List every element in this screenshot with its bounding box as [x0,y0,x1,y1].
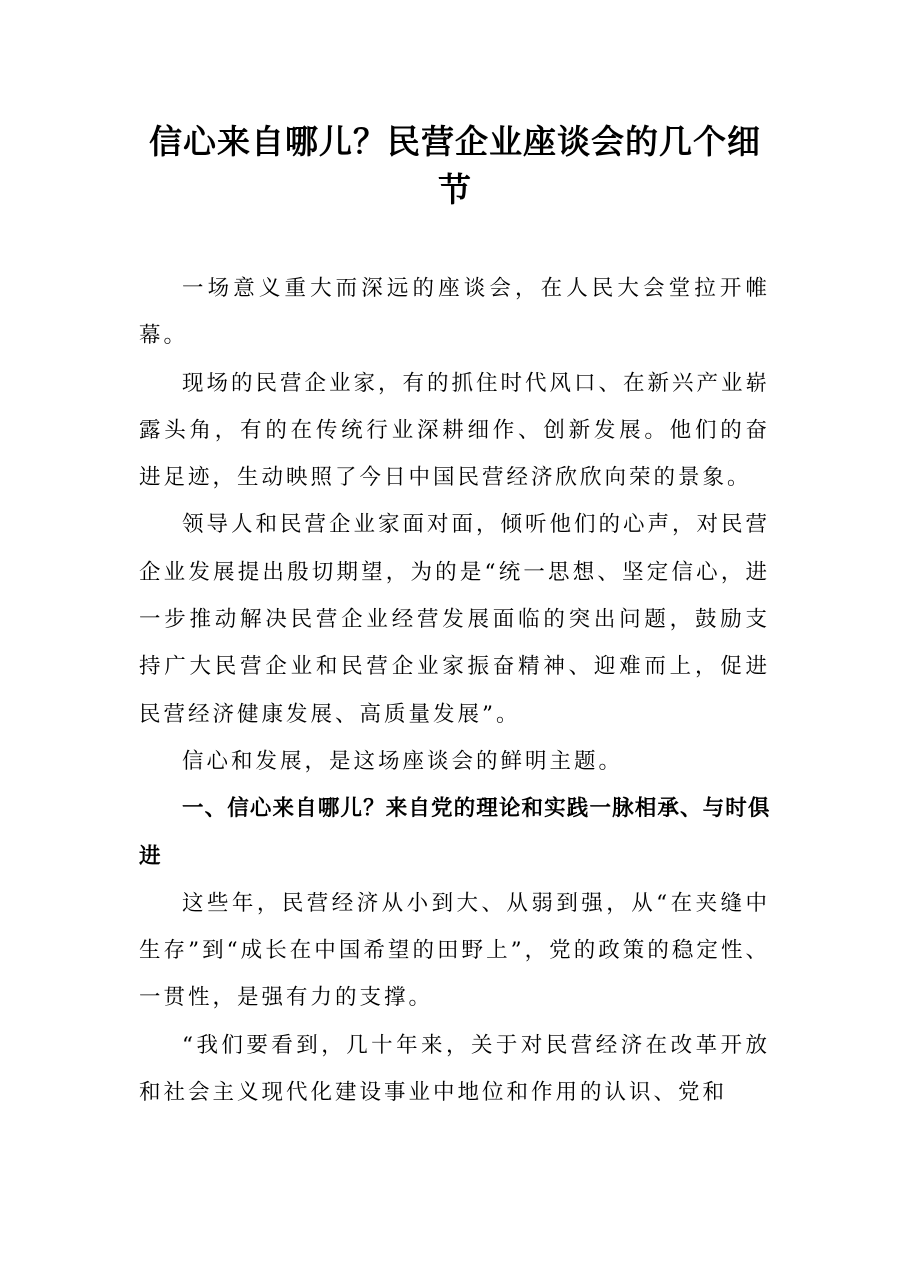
paragraph-3: 领导人和民营企业家面对面，倾听他们的心声，对民营企业发展提出殷切期望，为的是“统一思想、坚定信心，进一步推动解决民营企业经营发展面临的突出问题，鼓励支持广大民营企业和民营企业家振奋精神、迎难而上，促进民营经济健康发展、高质量发展”。 [139,512,771,727]
document-title: 信心来自哪儿？民营企业座谈会的几个细节 [149,122,761,209]
document-body [139,265,770,1116]
paragraph-4: 信心和发展，是这场座谈会的鲜明主题。 [182,748,624,774]
section-heading: 一、信心来自哪儿？来自党的理论和实践一脉相承、与时俱进 [139,796,770,869]
paragraph-1: 一场意义重大而深远的座谈会，在人民大会堂拉开帷幕。 [139,276,770,349]
paragraph-6: “我们要看到，几十年来，关于对民营经济在改革开放和社会主义现代化建设事业中地位和作用的认识、党和 [139,1032,770,1106]
paragraph-2: 现场的民营企业家，有的抓住时代风口、在新兴产业崭露头角，有的在传统行业深耕细作、创新发展。他们的奋进足迹，生动映照了今日中国民营经济欣欣向荣的景象。 [139,370,771,491]
paragraph-5: 这些年，民营经济从小到大、从弱到强，从“在夹缝中生存”到“成长在中国希望的田野上”，党的政策的稳定性、一贯性，是强有力的支撑。 [139,890,770,1011]
